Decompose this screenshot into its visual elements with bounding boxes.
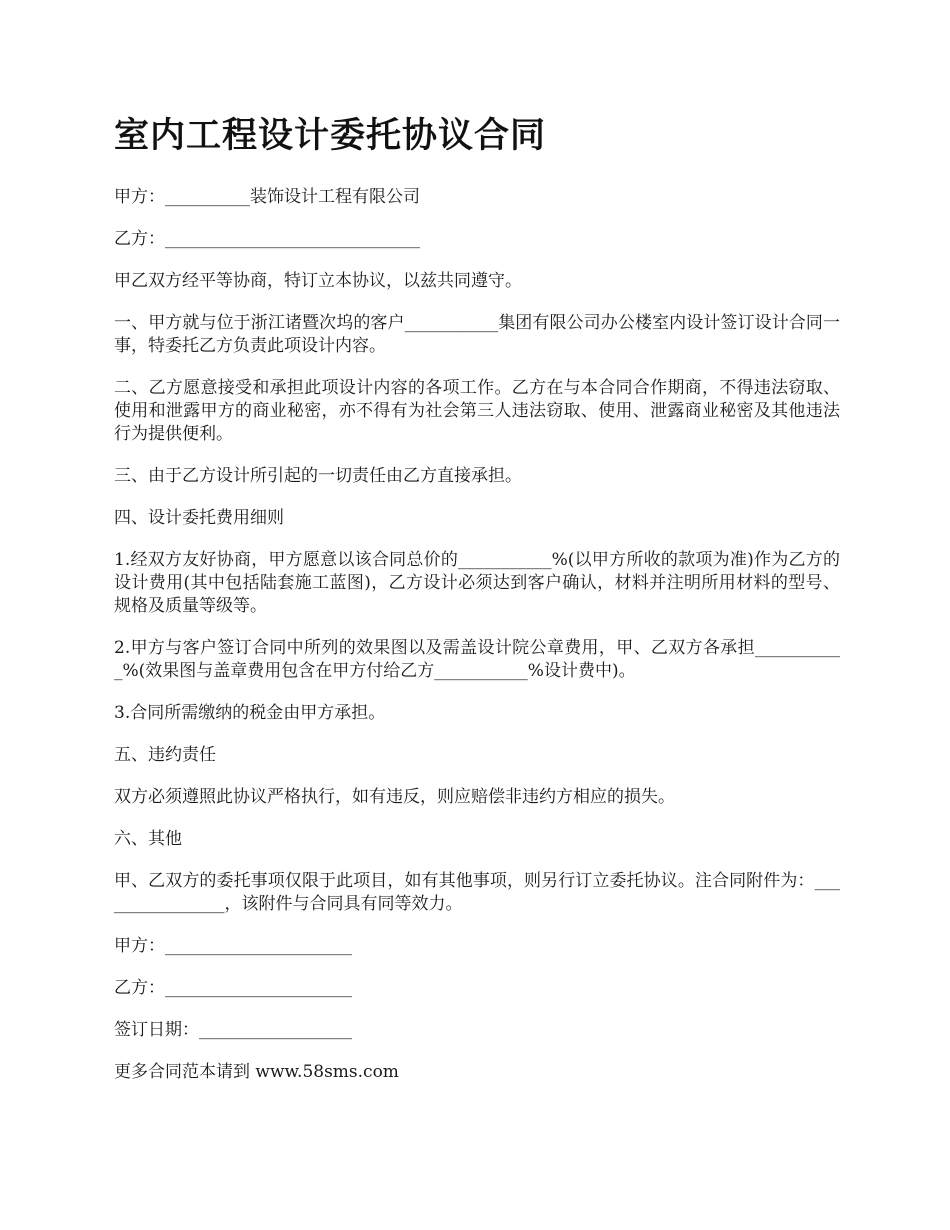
- clause-3: 三、由于乙方设计所引起的一切责任由乙方直接承担。: [114, 466, 522, 486]
- breach-text: 双方必须遵照此协议严格执行，如有违反，则应赔偿非违约方相应的损失。: [114, 787, 675, 807]
- fee-item-3: 3.合同所需缴纳的税金由甲方承担。: [114, 703, 386, 723]
- signature-party-b: 乙方：______________________: [114, 978, 352, 998]
- other-text: 甲、乙双方的委托事项仅限于此项目，如有其他事项，则另行订立委托协议。注合同附件为：________________，该附件与合同具有同等效力。: [114, 871, 840, 914]
- clause-1: 一、甲方就与位于浙江诸暨次坞的客户___________集团有限公司办公楼室内设计签订设计合同一事，特委托乙方负责此项设计内容。: [114, 313, 840, 356]
- document-page: [114, 108, 840, 1103]
- section-fee-heading: 四、设计委托费用细则: [114, 508, 284, 528]
- signature-party-a: 甲方：______________________: [114, 936, 352, 956]
- preamble: 甲乙双方经平等协商，特订立本协议，以兹共同遵守。: [114, 271, 522, 291]
- section-other-heading: 六、其他: [114, 829, 182, 849]
- document-title: 室内工程设计委托协议合同: [114, 116, 547, 156]
- fee-item-1: 1.经双方友好协商，甲方愿意以该合同总价的___________%(以甲方所收的款项为准)作为乙方的设计费用(其中包括陆套施工蓝图)，乙方设计必须达到客户确认，材料并注明所用材料的型号、规格及质量等级等。: [114, 550, 840, 616]
- signing-date: 签订日期：__________________: [114, 1020, 352, 1040]
- party-a-line: 甲方：__________装饰设计工程有限公司: [114, 187, 420, 207]
- section-breach-heading: 五、违约责任: [114, 745, 216, 765]
- footer-link-text: 更多合同范本请到 www.58sms.com: [114, 1062, 399, 1082]
- clause-2: 二、乙方愿意接受和承担此项设计内容的各项工作。乙方在与本合同合作期商，不得违法窃取、使用和泄露甲方的商业秘密，亦不得有为社会第三人违法窃取、使用、泄露商业秘密及其他违法行为提供便利。: [114, 378, 840, 444]
- party-b-line: 乙方：______________________________: [114, 229, 420, 249]
- fee-item-2: 2.甲方与客户签订合同中所列的效果图以及需盖设计院公章费用，甲、乙双方各承担___________%(效果图与盖章费用包含在甲方付给乙方___________%设计费中)。: [114, 638, 840, 681]
